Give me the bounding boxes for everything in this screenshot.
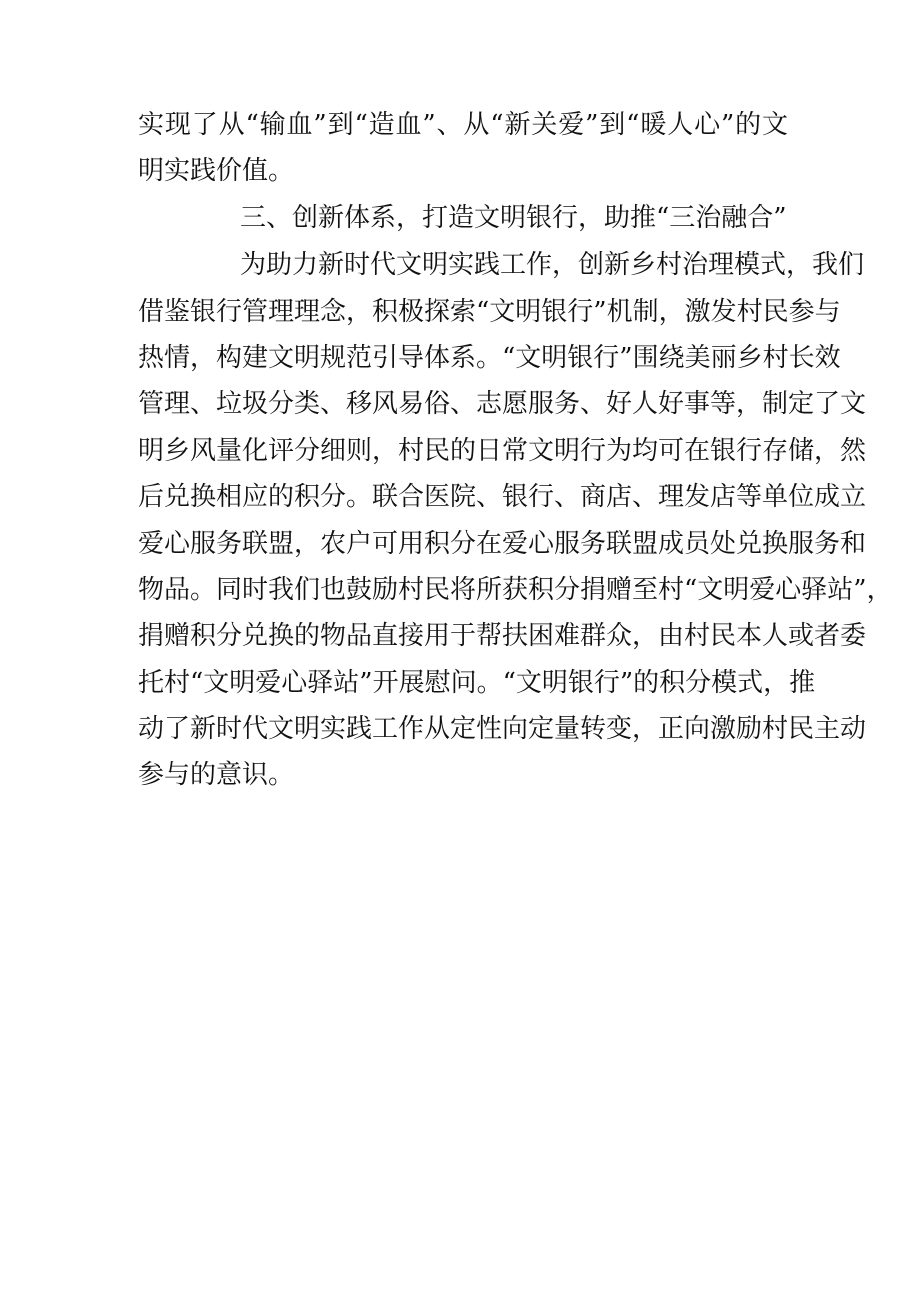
paragraph-line: 管理、垃圾分类、移风易俗、志愿服务、好人好事等，制定了文: [138, 389, 867, 419]
paragraph-line: 爱心服务联盟，农户可用积分在爱心服务联盟成员处兑换服务和: [138, 529, 867, 559]
paragraph-line: 为助力新时代文明实践工作，创新乡村治理模式，我们: [240, 250, 865, 280]
paragraph-line: 明乡风量化评分细则，村民的日常文明行为均可在银行存储，然: [138, 436, 867, 466]
paragraph-line: 捐赠积分兑换的物品直接用于帮扶困难群众，由村民本人或者委: [138, 621, 867, 651]
paragraph-line: 明实践价值。: [138, 156, 295, 186]
paragraph-line: 借鉴银行管理理念，积极探索“文明银行”机制，激发村民参与: [138, 297, 841, 327]
paragraph-line: 实现了从“输血”到“造血”、从“新关爱”到“暖人心”的文: [138, 110, 788, 140]
paragraph-line: 热情，构建文明规范引导体系。“文明银行”围绕美丽乡村长效: [138, 343, 841, 373]
paragraph-line: 托村“文明爱心驿站”开展慰问。“文明银行”的积分模式，推: [138, 668, 816, 698]
paragraph-line: 物品。同时我们也鼓励村民将所获积分捐赠至村“文明爱心驿站”，: [138, 575, 893, 605]
section-heading: 三、创新体系，打造文明银行，助推“三治融合”: [240, 203, 787, 233]
paragraph-line: 动了新时代文明实践工作从定性向定量转变，正向激励村民主动: [138, 714, 867, 744]
paragraph-line: 后兑换相应的积分。联合医院、银行、商店、理发店等单位成立: [138, 482, 867, 512]
paragraph-line: 参与的意识。: [138, 760, 295, 790]
